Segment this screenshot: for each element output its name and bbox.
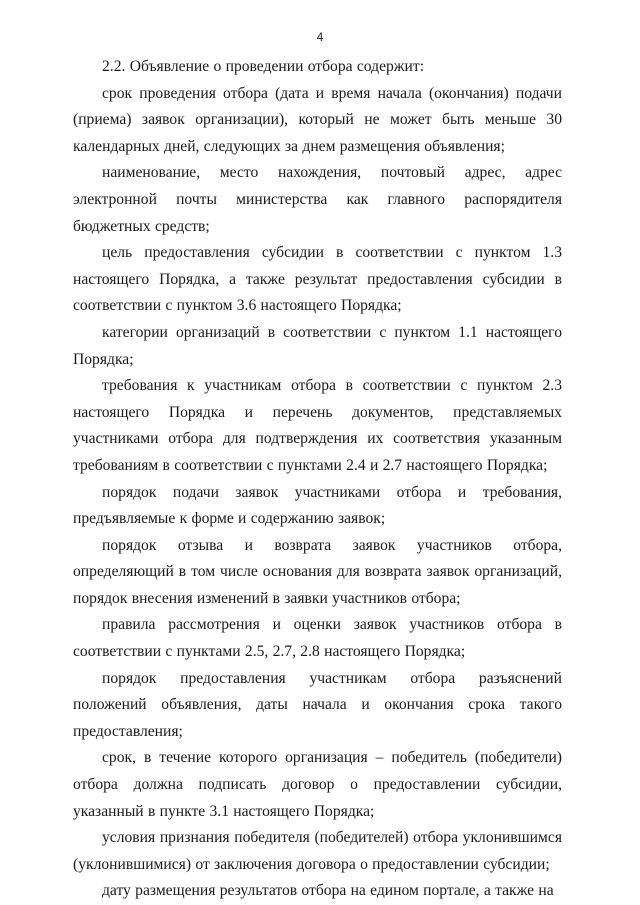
paragraph-contract-signing-term: срок, в течение которого организация – победитель (победители) отбора должна подписать договор о предоставлении субсидии, указанный в пункте 3.1 настоящего Порядка; — [73, 749, 562, 820]
document-body — [73, 54, 562, 905]
paragraph-clarification-procedure: порядок предоставления участникам отбора разъяснений положений объявления, даты начала и окончания срока такого предоставления; — [73, 669, 562, 740]
paragraph-withdrawal-procedure: порядок отзыва и возврата заявок участников отбора, определяющий в том числе основания для возврата заявок организаций, порядок внесения изменений в заявки участников отбора; — [73, 536, 562, 607]
paragraph-results-publication-date: дату размещения результатов отбора на едином портале, а также на — [102, 882, 554, 900]
page-number: 4 — [316, 30, 324, 44]
paragraph-participant-requirements: требования к участникам отбора в соответствии с пунктом 2.3 настоящего Порядка и перечень документов, представляемых участниками отбора для подтверждения их соответствия указанным требованиям в соответствии с пунктами 2.4 и 2.7 настоящего Порядка; — [73, 377, 562, 474]
paragraph-2-2-heading: 2.2. Объявление о проведении отбора содержит: — [102, 58, 425, 75]
paragraph-organization-categories: категории организаций в соответствии с пунктом 1.1 настоящего Порядка; — [73, 323, 562, 368]
paragraph-subsidy-purpose: цель предоставления субсидии в соответствии с пунктом 1.3 настоящего Порядка, а также результат предоставления субсидии в соответствии с пунктом 3.6 настоящего Порядка; — [73, 244, 562, 315]
paragraph-application-procedure: порядок подачи заявок участниками отбора и требования, предъявляемые к форме и содержанию заявок; — [73, 483, 562, 528]
paragraph-evasion-conditions: условия признания победителя (победителей) отбора уклонившимся (уклонившимися) от заключения договора о предоставлении субсидии; — [73, 829, 562, 873]
paragraph-evaluation-rules: правила рассмотрения и оценки заявок участников отбора в соответствии с пунктами 2.5, 2.7, 2.8 настоящего Порядка; — [73, 616, 562, 661]
paragraph-ministry-contacts: наименование, место нахождения, почтовый адрес, адрес электронной почты министерства как главного распорядителя бюджетных средств; — [73, 164, 562, 235]
paragraph-selection-period: срок проведения отбора (дата и время начала (окончания) подачи (приема) заявок организации), который не может быть меньше 30 календарных дней, следующих за днем размещения объявления; — [73, 84, 562, 155]
